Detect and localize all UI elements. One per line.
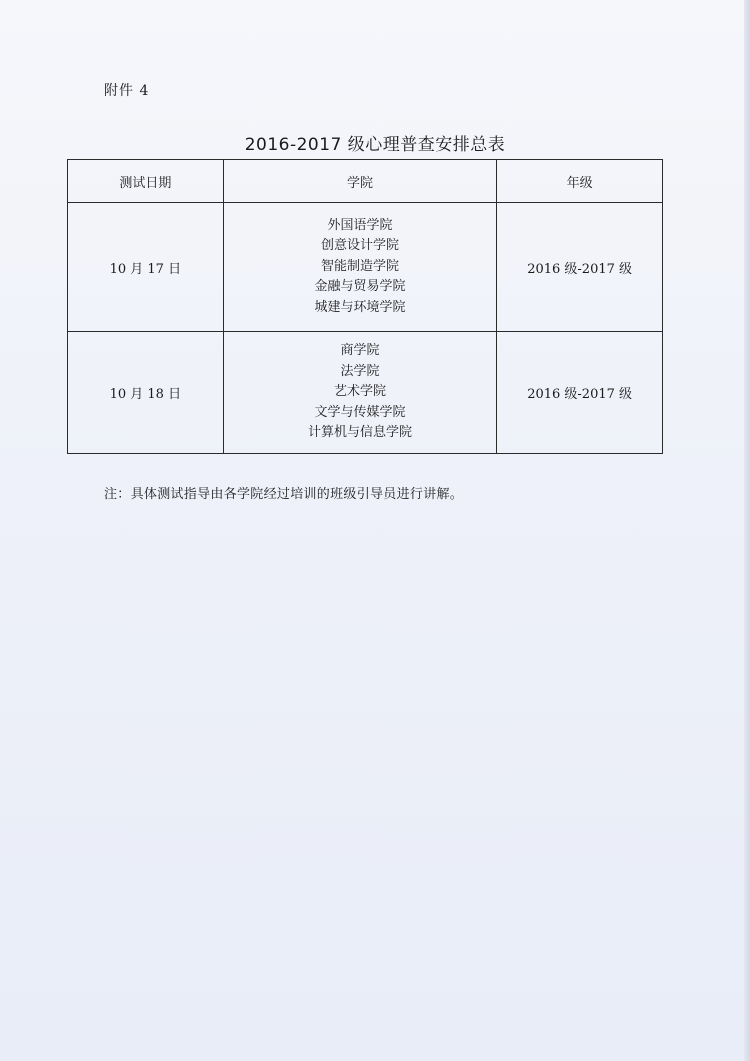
college-name: 城建与环境学院: [314, 299, 406, 315]
table-header-row: [68, 160, 663, 203]
college-list: [224, 341, 496, 444]
college-name: 智能制造学院: [320, 258, 399, 274]
college-name: 金融与贸易学院: [314, 279, 406, 295]
college-list-cell: [223, 332, 496, 454]
college-name: 外国语学院: [327, 217, 393, 233]
column-header-date: 测试日期: [68, 160, 224, 203]
page-edge-shadow: [744, 0, 750, 1061]
footnote: 注：具体测试指导由各学院经过培训的班级引导员进行讲解。: [104, 487, 464, 502]
college-name: 文学与传媒学院: [314, 404, 406, 420]
college-list-cell: [223, 203, 496, 332]
college-name: 法学院: [340, 363, 380, 379]
grade-cell: 2016 级-2017 级: [497, 332, 663, 454]
attachment-label: 附件 4: [104, 83, 150, 99]
college-name: 创意设计学院: [320, 238, 399, 254]
table-row: [68, 332, 663, 454]
test-date-cell: 10 月 17 日: [68, 203, 224, 332]
table-row: [68, 203, 663, 332]
test-date-cell: 10 月 18 日: [68, 332, 224, 454]
college-name: 商学院: [340, 343, 380, 359]
college-list: [224, 216, 496, 319]
column-header-grade: 年级: [497, 160, 663, 203]
column-header-college: 学院: [223, 160, 496, 203]
grade-cell: 2016 级-2017 级: [497, 203, 663, 332]
college-name: 计算机与信息学院: [307, 425, 412, 441]
college-name: 艺术学院: [333, 384, 386, 400]
schedule-table: [67, 159, 663, 454]
document-title: 2016-2017 级心理普查安排总表: [244, 135, 506, 155]
